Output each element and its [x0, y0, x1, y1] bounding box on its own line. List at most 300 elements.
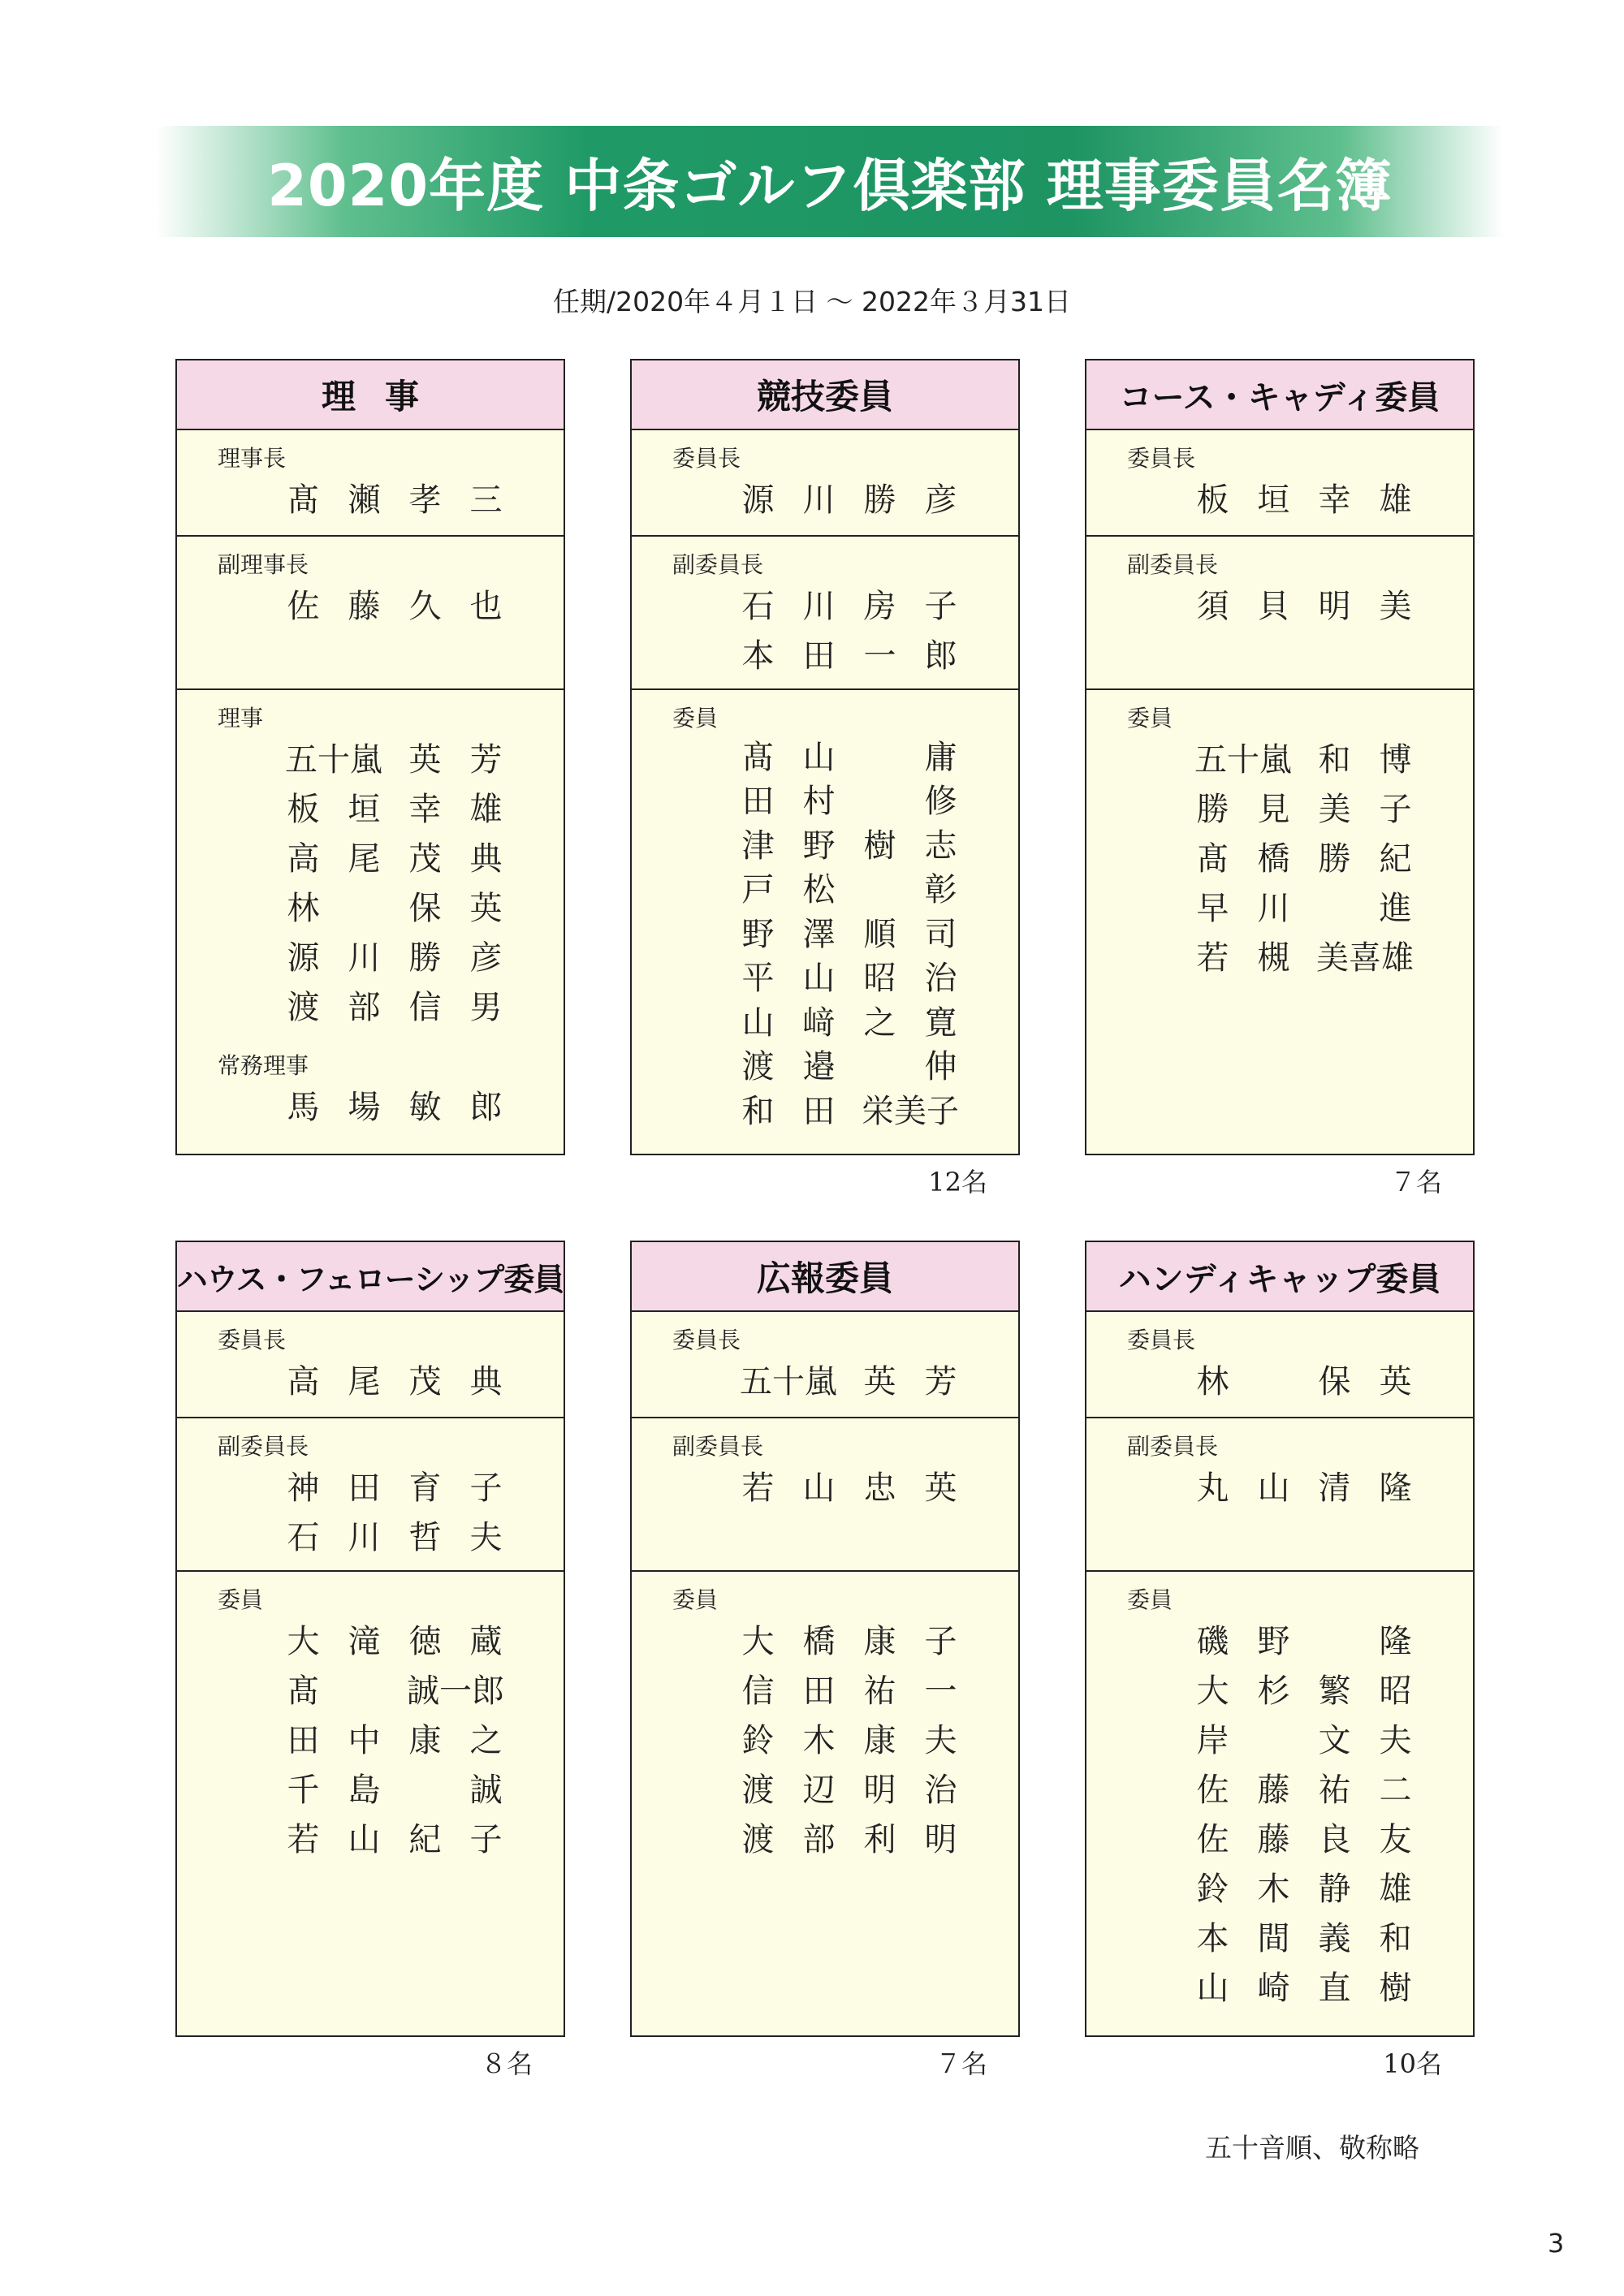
name-char: 川: [802, 481, 836, 519]
name-char: 忠: [863, 1470, 896, 1507]
name-char: 鈴: [1196, 1871, 1229, 1908]
role-section: [632, 1572, 1018, 1862]
page-title: 2020年度 中条ゴルフ倶楽部 理事委員名簿: [267, 153, 1393, 219]
name-char: 紀: [408, 1821, 442, 1858]
name-char: 渡: [741, 1772, 775, 1809]
name-char: 山: [741, 1003, 775, 1042]
member-name: [1182, 1354, 1426, 1404]
name-char: 崎: [1257, 1970, 1290, 2007]
name-char: 五十嵐: [285, 741, 382, 779]
member-name: [1182, 1812, 1426, 1862]
name-char: 夫: [924, 1722, 957, 1759]
name-char: 徳: [408, 1623, 442, 1660]
member-name: [1182, 1713, 1426, 1763]
member-name: [728, 954, 971, 999]
name-char: 髙: [287, 1672, 320, 1710]
term-period: 任期/2020年４月１日 ～ 2022年３月31日: [552, 286, 1072, 317]
role-section: [632, 1312, 1018, 1418]
name-char: 繁: [1318, 1672, 1351, 1710]
name-char: 川: [1257, 890, 1290, 927]
name-char: 渡: [287, 989, 320, 1026]
name-char: 槻: [1257, 939, 1290, 977]
role-label: 委員長: [1127, 445, 1196, 472]
name-char: 育: [408, 1470, 442, 1507]
name-char: 鈴: [741, 1722, 775, 1759]
name-char: 田: [802, 1092, 836, 1130]
role-section: [632, 537, 1018, 690]
name-char: 芳: [924, 1363, 957, 1400]
name-char: 馬: [287, 1089, 320, 1126]
name-char: 之: [863, 1003, 896, 1042]
name-char: 若: [741, 1470, 775, 1507]
name-char: 川: [802, 588, 836, 625]
role-section: [177, 690, 564, 1129]
name-char: 林: [1196, 1363, 1229, 1400]
name-char: 橋: [1257, 840, 1290, 878]
public-relations-box: [630, 1241, 1020, 2037]
name-char: 子: [924, 1623, 957, 1660]
name-char: 勝: [408, 939, 442, 977]
name-char: 川: [348, 1519, 381, 1556]
name-char: 山: [1196, 1970, 1229, 2007]
role-label: 委員: [218, 1586, 264, 1613]
competition-box: [630, 359, 1020, 1155]
name-char: 勝: [1196, 791, 1229, 828]
name-char: 山: [348, 1821, 381, 1858]
name-char: 垣: [348, 791, 381, 828]
name-char: 男: [469, 989, 503, 1026]
member-name: [1182, 930, 1426, 980]
name-char: 明: [863, 1772, 896, 1809]
name-char: 五十嵐: [740, 1363, 837, 1400]
name-char: 清: [1318, 1470, 1351, 1507]
name-char: 山: [802, 1470, 836, 1507]
name-char: 英: [408, 741, 442, 779]
name-char: 尾: [348, 1363, 381, 1400]
member-name: [728, 1812, 971, 1862]
name-char: 田: [802, 1672, 836, 1710]
name-char: 磯: [1196, 1623, 1229, 1660]
name-char: 大: [1196, 1672, 1229, 1710]
member-name: [728, 1354, 971, 1404]
member-name: [273, 579, 516, 628]
role-label: 副理事長: [218, 551, 309, 578]
member-name: [273, 1614, 516, 1664]
name-char: 村: [802, 783, 836, 821]
name-char: 山: [802, 738, 836, 776]
role-section: [1086, 537, 1473, 690]
name-char: 修: [924, 783, 957, 821]
name-char: 子: [469, 1821, 503, 1858]
role-label: 委員長: [672, 445, 741, 472]
role-label: 副委員長: [1127, 1433, 1219, 1460]
role-section: [1086, 1572, 1473, 2010]
name-char: 石: [287, 1519, 320, 1556]
member-name: [273, 732, 516, 782]
name-char: 田: [287, 1722, 320, 1759]
role-label: 委員: [1127, 705, 1173, 732]
name-char: 戸: [741, 871, 775, 909]
name-char: 貝: [1257, 588, 1290, 625]
name-char: 進: [1379, 890, 1412, 927]
name-char: 典: [469, 840, 503, 878]
member-name: [728, 1763, 971, 1812]
member-name: [728, 1664, 971, 1713]
member-name: [728, 1614, 971, 1664]
member-name: [1182, 1614, 1426, 1664]
member-name: [728, 1713, 971, 1763]
name-char: 夫: [1379, 1722, 1412, 1759]
name-char: 典: [469, 1363, 503, 1400]
box-header: ハンディキャップ委員: [1086, 1242, 1473, 1312]
name-char: 康: [863, 1722, 896, 1759]
name-char: 寛: [924, 1003, 957, 1042]
role-section: [1086, 430, 1473, 537]
member-count: ７名: [1389, 1167, 1442, 1198]
course-caddie-box: [1085, 359, 1475, 1155]
name-char: 静: [1318, 1871, 1351, 1908]
member-name: [728, 1042, 971, 1087]
name-char: 哲: [408, 1519, 442, 1556]
name-char: 津: [741, 826, 775, 865]
name-char: 見: [1257, 791, 1290, 828]
name-char: 昭: [863, 960, 896, 998]
name-char: 保: [1318, 1363, 1351, 1400]
name-char: 友: [1379, 1821, 1412, 1858]
name-char: 庸: [924, 738, 957, 776]
member-name: [1182, 579, 1426, 628]
member-name: [273, 1812, 516, 1862]
role-section: [177, 537, 564, 690]
box-header: ハウス・フェローシップ委員: [177, 1242, 564, 1312]
name-char: 藤: [1257, 1772, 1290, 1809]
name-char: 滝: [348, 1623, 381, 1660]
name-char: 藤: [1257, 1821, 1290, 1858]
name-char: 﨑: [802, 1003, 836, 1042]
member-name: [1182, 1461, 1426, 1510]
name-char: 尾: [348, 840, 381, 878]
name-char: 房: [863, 588, 896, 625]
name-char: 木: [802, 1722, 836, 1759]
name-char: 信: [408, 989, 442, 1026]
name-char: 雄: [469, 791, 503, 828]
name-char: 治: [924, 1772, 957, 1809]
name-char: 隆: [1379, 1623, 1412, 1660]
role-section: [1086, 1312, 1473, 1418]
name-char: 源: [741, 481, 775, 519]
name-char: 千: [287, 1772, 320, 1809]
member-name: [728, 628, 971, 678]
name-char: 保: [408, 890, 442, 927]
member-name: [1182, 473, 1426, 522]
name-char: 中: [348, 1722, 381, 1759]
name-char: 幸: [1318, 481, 1351, 519]
member-name: [273, 1354, 516, 1404]
name-char: 若: [1196, 939, 1229, 977]
role-section: [632, 690, 1018, 1131]
name-char: 山: [802, 960, 836, 998]
name-char: 部: [348, 989, 381, 1026]
name-char: 英: [469, 890, 503, 927]
name-char: 橋: [802, 1623, 836, 1660]
name-char: 美: [1318, 791, 1351, 828]
footnote: 五十音順、敬称略: [1205, 2132, 1419, 2164]
name-char: 茂: [408, 1363, 442, 1400]
member-name: [1182, 1961, 1426, 2010]
member-name: [273, 881, 516, 930]
name-char: 夫: [469, 1519, 503, 1556]
role-section: [177, 1418, 564, 1572]
member-name: [273, 930, 516, 980]
name-char: 邉: [802, 1048, 836, 1086]
name-char: 田: [348, 1470, 381, 1507]
name-char: 三: [469, 481, 503, 519]
member-name: [1182, 1911, 1426, 1961]
role-label: 委員長: [218, 1327, 287, 1353]
member-name: [273, 1763, 516, 1812]
name-char: 孝: [408, 481, 442, 519]
role-label: 副委員長: [672, 1433, 764, 1460]
name-char: 板: [1196, 481, 1229, 519]
name-char: 二: [1379, 1772, 1412, 1809]
member-name: [1182, 1763, 1426, 1812]
name-char: 佐: [1196, 1821, 1229, 1858]
name-char: 祐: [863, 1672, 896, 1710]
handicap-box: [1085, 1241, 1475, 2037]
member-count: ７名: [935, 2048, 987, 2079]
name-char: 彦: [924, 481, 957, 519]
role-label: 副委員長: [218, 1433, 309, 1460]
member-name: [1182, 881, 1426, 930]
name-char: 郎: [924, 637, 957, 675]
name-char: 康: [863, 1623, 896, 1660]
name-char: 志: [924, 826, 957, 865]
name-char: 平: [741, 960, 775, 998]
name-char: 源: [287, 939, 320, 977]
role-label: 副委員長: [672, 551, 764, 578]
name-char: 樹: [863, 826, 896, 865]
board-box: [175, 359, 565, 1155]
box-header: 競技委員: [632, 360, 1018, 430]
name-char: 大: [287, 1623, 320, 1660]
name-char: 彦: [469, 939, 503, 977]
role-label: 委員長: [1127, 1327, 1196, 1353]
name-char: 美: [1379, 588, 1412, 625]
name-char: 丸: [1196, 1470, 1229, 1507]
role-section: [177, 1572, 564, 1862]
name-char: 山: [1257, 1470, 1290, 1507]
name-char: 明: [924, 1821, 957, 1858]
name-char: 一: [924, 1672, 957, 1710]
name-char: 之: [469, 1722, 503, 1759]
member-name: [273, 473, 516, 522]
name-char: 石: [741, 588, 775, 625]
name-char: 間: [1257, 1920, 1290, 1957]
role-section: [632, 430, 1018, 537]
name-char: 垣: [1257, 481, 1290, 519]
box-header: 広報委員: [632, 1242, 1018, 1312]
name-char: 場: [348, 1089, 381, 1126]
member-name: [273, 1713, 516, 1763]
name-char: 雄: [1379, 481, 1412, 519]
member-name: [1182, 732, 1426, 782]
name-char: 渡: [741, 1048, 775, 1086]
role-section: [632, 1418, 1018, 1572]
name-char: 也: [469, 588, 503, 625]
name-char: 辺: [802, 1772, 836, 1809]
name-char: 若: [287, 1821, 320, 1858]
name-char: 野: [802, 826, 836, 865]
name-char: 伸: [924, 1048, 957, 1086]
member-name: [1182, 1664, 1426, 1713]
name-char: 昭: [1379, 1672, 1412, 1710]
box-header: コース・キャディ委員: [1086, 360, 1473, 430]
name-char: 子: [924, 588, 957, 625]
role-label: 委員: [1127, 1586, 1173, 1613]
name-char: 隆: [1379, 1470, 1412, 1507]
role-label: 委員: [672, 705, 719, 732]
name-char: 子: [1379, 791, 1412, 828]
name-char: 直: [1318, 1970, 1351, 2007]
name-char: 髙: [741, 738, 775, 776]
name-char: 蔵: [469, 1623, 503, 1660]
name-char: 五十嵐: [1194, 741, 1292, 779]
name-char: 樹: [1379, 1970, 1412, 2007]
name-char: 祐: [1318, 1772, 1351, 1809]
role-section: [177, 1312, 564, 1418]
name-char: 子: [469, 1470, 503, 1507]
name-char: 博: [1379, 741, 1412, 779]
role-label: 委員: [672, 1586, 719, 1613]
name-char: 部: [802, 1821, 836, 1858]
role-label: 常務理事: [218, 1052, 309, 1079]
name-char: 雄: [1379, 1871, 1412, 1908]
member-name: [728, 777, 971, 822]
name-char: 須: [1196, 588, 1229, 625]
member-name: [1182, 1862, 1426, 1911]
name-char: 義: [1318, 1920, 1351, 1957]
name-char: 松: [802, 871, 836, 909]
name-char: 本: [741, 637, 775, 675]
name-char: 誠一郎: [407, 1672, 504, 1710]
name-char: 瀬: [348, 481, 381, 519]
name-char: 一: [863, 637, 896, 675]
name-char: 早: [1196, 890, 1229, 927]
name-char: 高: [287, 840, 320, 878]
role-label: 副委員長: [1127, 551, 1219, 578]
house-fellowship-box: [175, 1241, 565, 2037]
member-name: [728, 1086, 971, 1131]
name-char: 野: [741, 915, 775, 953]
name-char: 島: [348, 1772, 381, 1809]
name-char: 田: [741, 783, 775, 821]
name-char: 敏: [408, 1089, 442, 1126]
role-section: [1086, 690, 1473, 980]
name-char: 明: [1318, 588, 1351, 625]
name-char: 芳: [469, 741, 503, 779]
member-name: [1182, 831, 1426, 881]
name-char: 岸: [1196, 1722, 1229, 1759]
member-name: [273, 831, 516, 881]
name-char: 勝: [1318, 840, 1351, 878]
name-char: 英: [863, 1363, 896, 1400]
member-name: [728, 473, 971, 522]
name-char: 治: [924, 960, 957, 998]
name-char: 林: [287, 890, 320, 927]
role-label: 理事: [218, 705, 264, 732]
member-name: [728, 579, 971, 628]
name-char: 大: [741, 1623, 775, 1660]
name-char: 和: [741, 1092, 775, 1130]
name-char: 紀: [1379, 840, 1412, 878]
member-name: [728, 998, 971, 1042]
page-number: 3: [1548, 2228, 1565, 2259]
role-label: 委員長: [672, 1327, 741, 1353]
name-char: 茂: [408, 840, 442, 878]
member-name: [273, 1080, 516, 1129]
member-name: [273, 782, 516, 831]
name-char: 藤: [348, 588, 381, 625]
member-name: [728, 732, 971, 777]
name-char: 彰: [924, 871, 957, 909]
name-char: 和: [1379, 1920, 1412, 1957]
name-char: 渡: [741, 1821, 775, 1858]
role-section: [1086, 1418, 1473, 1572]
name-char: 和: [1318, 741, 1351, 779]
name-char: 良: [1318, 1821, 1351, 1858]
name-char: 誠: [469, 1772, 503, 1809]
name-char: 木: [1257, 1871, 1290, 1908]
name-char: 康: [408, 1722, 442, 1759]
name-char: 川: [348, 939, 381, 977]
name-char: 佐: [1196, 1772, 1229, 1809]
name-char: 田: [802, 637, 836, 675]
name-char: 司: [924, 915, 957, 953]
name-char: 幸: [408, 791, 442, 828]
member-name: [728, 909, 971, 954]
name-char: 文: [1318, 1722, 1351, 1759]
name-char: 板: [287, 791, 320, 828]
name-char: 郎: [469, 1089, 503, 1126]
member-name: [273, 980, 516, 1029]
name-char: 髙: [1196, 840, 1229, 878]
name-char: 久: [408, 588, 442, 625]
name-char: 英: [924, 1470, 957, 1507]
name-char: 信: [741, 1672, 775, 1710]
role-label: 理事長: [218, 445, 287, 472]
member-name: [728, 865, 971, 910]
name-char: 神: [287, 1470, 320, 1507]
member-count: ８名: [480, 2048, 533, 2079]
title-banner: [156, 126, 1504, 237]
member-name: [1182, 782, 1426, 831]
name-char: 栄美子: [862, 1092, 959, 1130]
member-name: [273, 1510, 516, 1560]
member-count: 12名: [928, 1167, 987, 1198]
name-char: 利: [863, 1821, 896, 1858]
name-char: 本: [1196, 1920, 1229, 1957]
role-section: [177, 430, 564, 537]
member-name: [728, 821, 971, 865]
member-name: [273, 1461, 516, 1510]
name-char: 杉: [1257, 1672, 1290, 1710]
name-char: 勝: [863, 481, 896, 519]
box-header: 理事: [177, 360, 564, 430]
member-name: [728, 1461, 971, 1510]
name-char: 佐: [287, 588, 320, 625]
name-char: 澤: [802, 915, 836, 953]
name-char: 英: [1379, 1363, 1412, 1400]
